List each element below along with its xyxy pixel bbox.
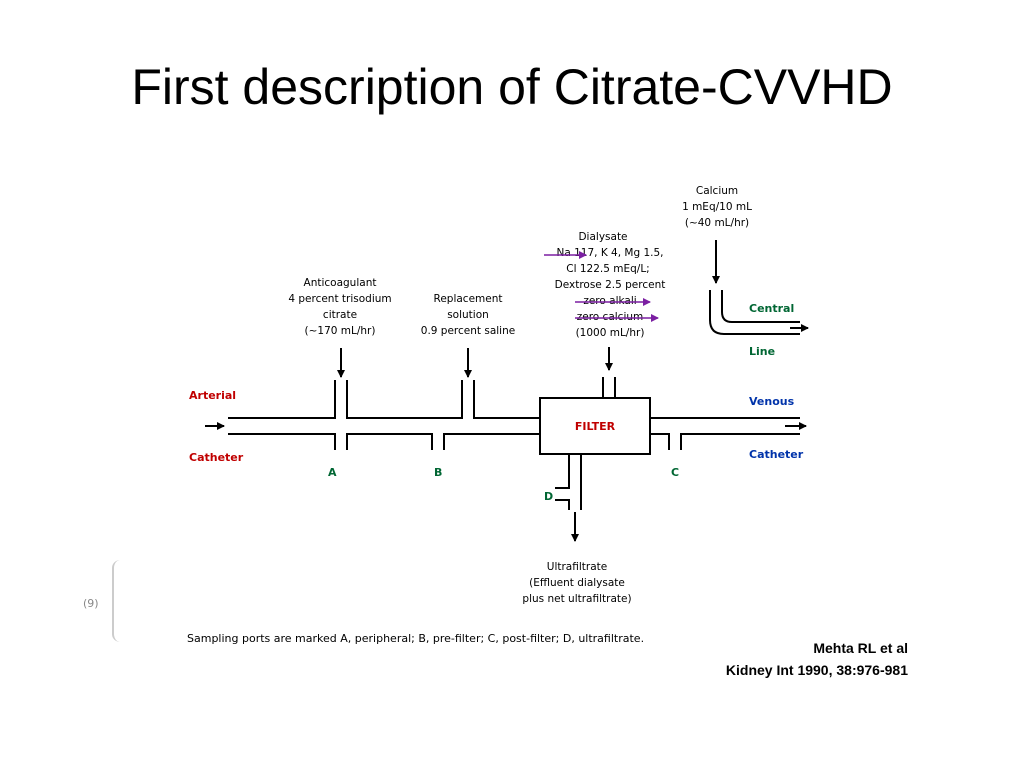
dialysate-line-2: Na 117, K 4, Mg 1.5, — [556, 247, 664, 259]
arterial-catheter-label: Catheter — [189, 451, 244, 464]
dialysate-line-3: Cl 122.5 mEq/L; — [566, 263, 650, 275]
dialysate-inlet-tube — [603, 377, 615, 398]
arterial-label: Arterial — [189, 389, 237, 402]
reference-number: (9) — [83, 597, 99, 610]
replacement-line-1: Replacement — [433, 293, 503, 305]
dialysate-line-7: (1000 mL/hr) — [575, 327, 645, 339]
calcium-line-1: Calcium — [695, 185, 739, 197]
reference-bracket — [112, 560, 122, 642]
replacement-line-3: 0.9 percent saline — [420, 325, 516, 337]
ultrafiltrate-line-2: (Effluent dialysate — [529, 577, 625, 589]
dialysate-line-5: zero alkali — [583, 295, 637, 307]
anticoagulant-line-2: 4 percent trisodium — [288, 293, 392, 305]
dialysate-line-4: Dextrose 2.5 percent — [554, 279, 666, 291]
line-label: Line — [749, 345, 776, 358]
citation-authors: Mehta RL et al — [813, 640, 908, 656]
ultrafiltrate-line-3: plus net ultrafiltrate) — [522, 593, 632, 605]
ultrafiltrate-line-1: Ultrafiltrate — [546, 561, 608, 573]
ultrafiltrate-label — [522, 561, 631, 605]
figure-caption: Sampling ports are marked A, peripheral; B, pre-filter; C, post-filter; D, ultrafiltrate. — [187, 632, 645, 645]
central-label: Central — [749, 302, 795, 315]
replacement-label — [421, 293, 515, 337]
calcium-label — [682, 185, 752, 229]
citation-journal: Kidney Int 1990, 38:976-981 — [725, 662, 908, 678]
port-d-label: D — [544, 490, 554, 503]
dialysate-line-1: Dialysate — [578, 231, 628, 243]
replacement-line-2: solution — [447, 309, 489, 321]
filter-label: FILTER — [574, 420, 616, 433]
slide-title: First description of Citrate-CVVHD — [131, 59, 893, 115]
venous-label: Venous — [749, 395, 795, 408]
port-c-label: C — [671, 466, 680, 479]
anticoagulant-line-1: Anticoagulant — [303, 277, 377, 289]
dialysate-line-6: zero calcium — [576, 311, 644, 323]
dialysate-label — [555, 231, 666, 339]
anticoagulant-label — [288, 277, 391, 337]
ultrafiltrate-tube — [555, 454, 581, 510]
calcium-line-2: 1 mEq/10 mL — [682, 201, 752, 213]
calcium-line-3: (~40 mL/hr) — [684, 217, 750, 229]
port-a-label: A — [328, 466, 337, 479]
venous-catheter-label: Catheter — [749, 448, 804, 461]
blood-line-top-left — [228, 380, 540, 418]
anticoagulant-line-4: (~170 mL/hr) — [304, 325, 376, 337]
port-b-label: B — [434, 466, 443, 479]
blood-line-bottom-left — [228, 434, 540, 450]
anticoagulant-line-3: citrate — [322, 309, 358, 321]
